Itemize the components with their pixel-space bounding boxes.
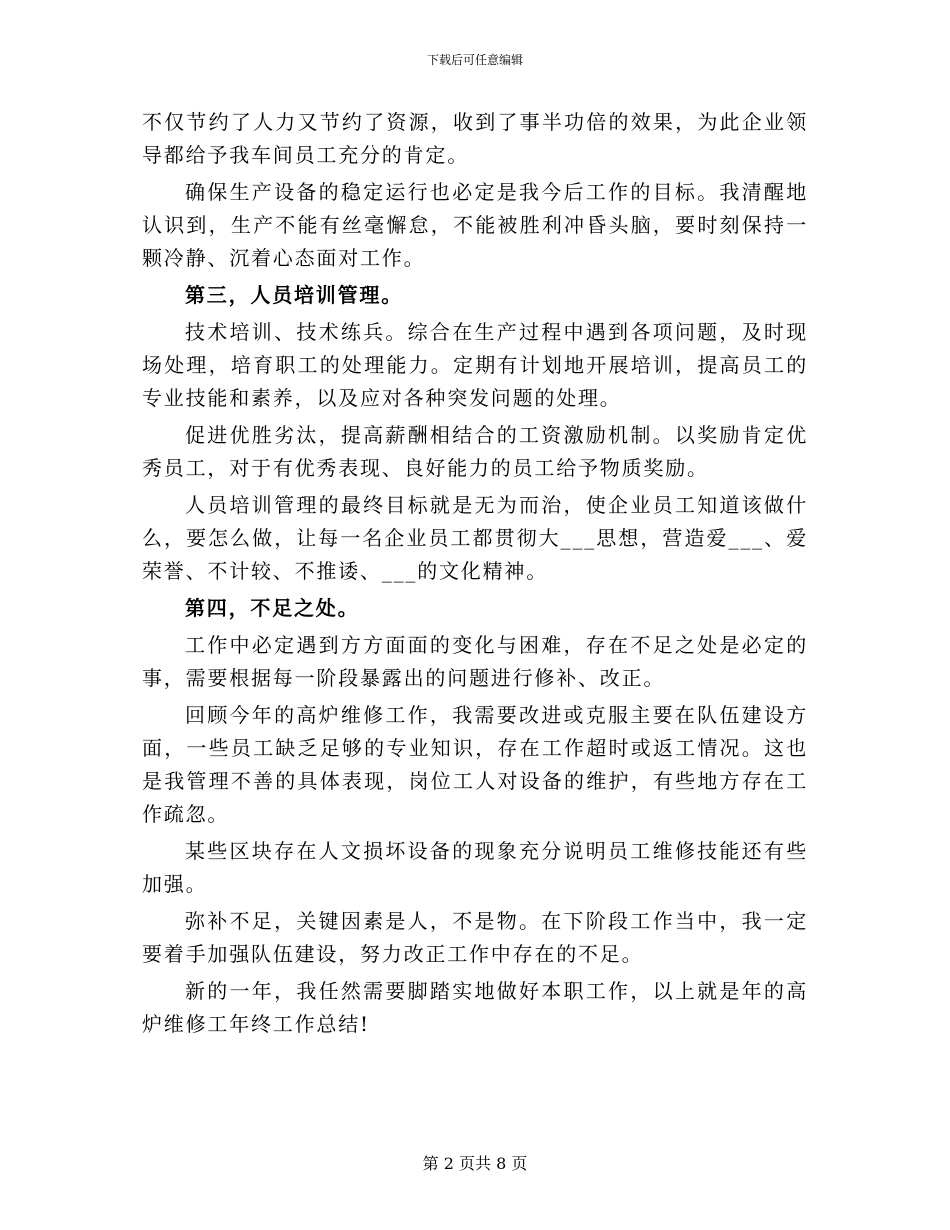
paragraph: 弥补不足，关键因素是人，不是物。在下阶段工作当中，我一定要着手加强队伍建设，努力改正工作中存在的不足。 [142,909,808,966]
paragraph: 工作中必定遇到方方面面的变化与困难，存在不足之处是必定的事，需要根据每一阶段暴露出的问题进行修补、改正。 [142,633,808,690]
section-heading: 第三，人员培训管理。 [185,283,403,307]
paragraph: 技术培训、技术练兵。综合在生产过程中遇到各项问题，及时现场处理，培育职工的处理能力。定期有计划地开展培训，提高员工的专业技能和素养，以及应对各种突发问题的处理。 [142,320,808,410]
page-footer: 第 2 页共 8 页 [422,1154,528,1173]
page-header: 下载后可任意编辑 [426,53,523,67]
paragraph: 人员培训管理的最终目标就是无为而治，使企业员工知道该做什么，要怎么做，让每一名企业员工都贯彻大___思想，营造爱___、爱荣誉、不计较、不推诿、___的文化精神。 [142,493,808,583]
section-heading: 第四，不足之处。 [185,596,360,620]
paragraph: 促进优胜劣汰，提高薪酬相结合的工资激励机制。以奖励肯定优秀员工，对于有优秀表现、良好能力的员工给予物质奖励。 [142,423,808,480]
paragraph: 确保生产设备的稳定运行也必定是我今后工作的目标。我清醒地认识到，生产不能有丝毫懈怠，不能被胜利冲昏头脑，要时刻保持一颗冷静、沉着心态面对工作。 [142,180,808,270]
paragraph: 不仅节约了人力又节约了资源，收到了事半功倍的效果，为此企业领导都给予我车间员工充分的肯定。 [142,110,808,167]
paragraph: 回顾今年的高炉维修工作，我需要改进或克服主要在队伍建设方面，一些员工缺乏足够的专业知识，存在工作超时或返工情况。这也是我管理不善的具体表现，岗位工人对设备的维护，有些地方存在工作疏忽。 [142,703,808,826]
document-body [142,106,808,1045]
paragraph: 某些区块存在人文损坏设备的现象充分说明员工维修技能还有些加强。 [142,839,808,896]
paragraph: 新的一年，我任然需要脚踏实地做好本职工作，以上就是年的高炉维修工年终工作总结! [142,979,808,1036]
